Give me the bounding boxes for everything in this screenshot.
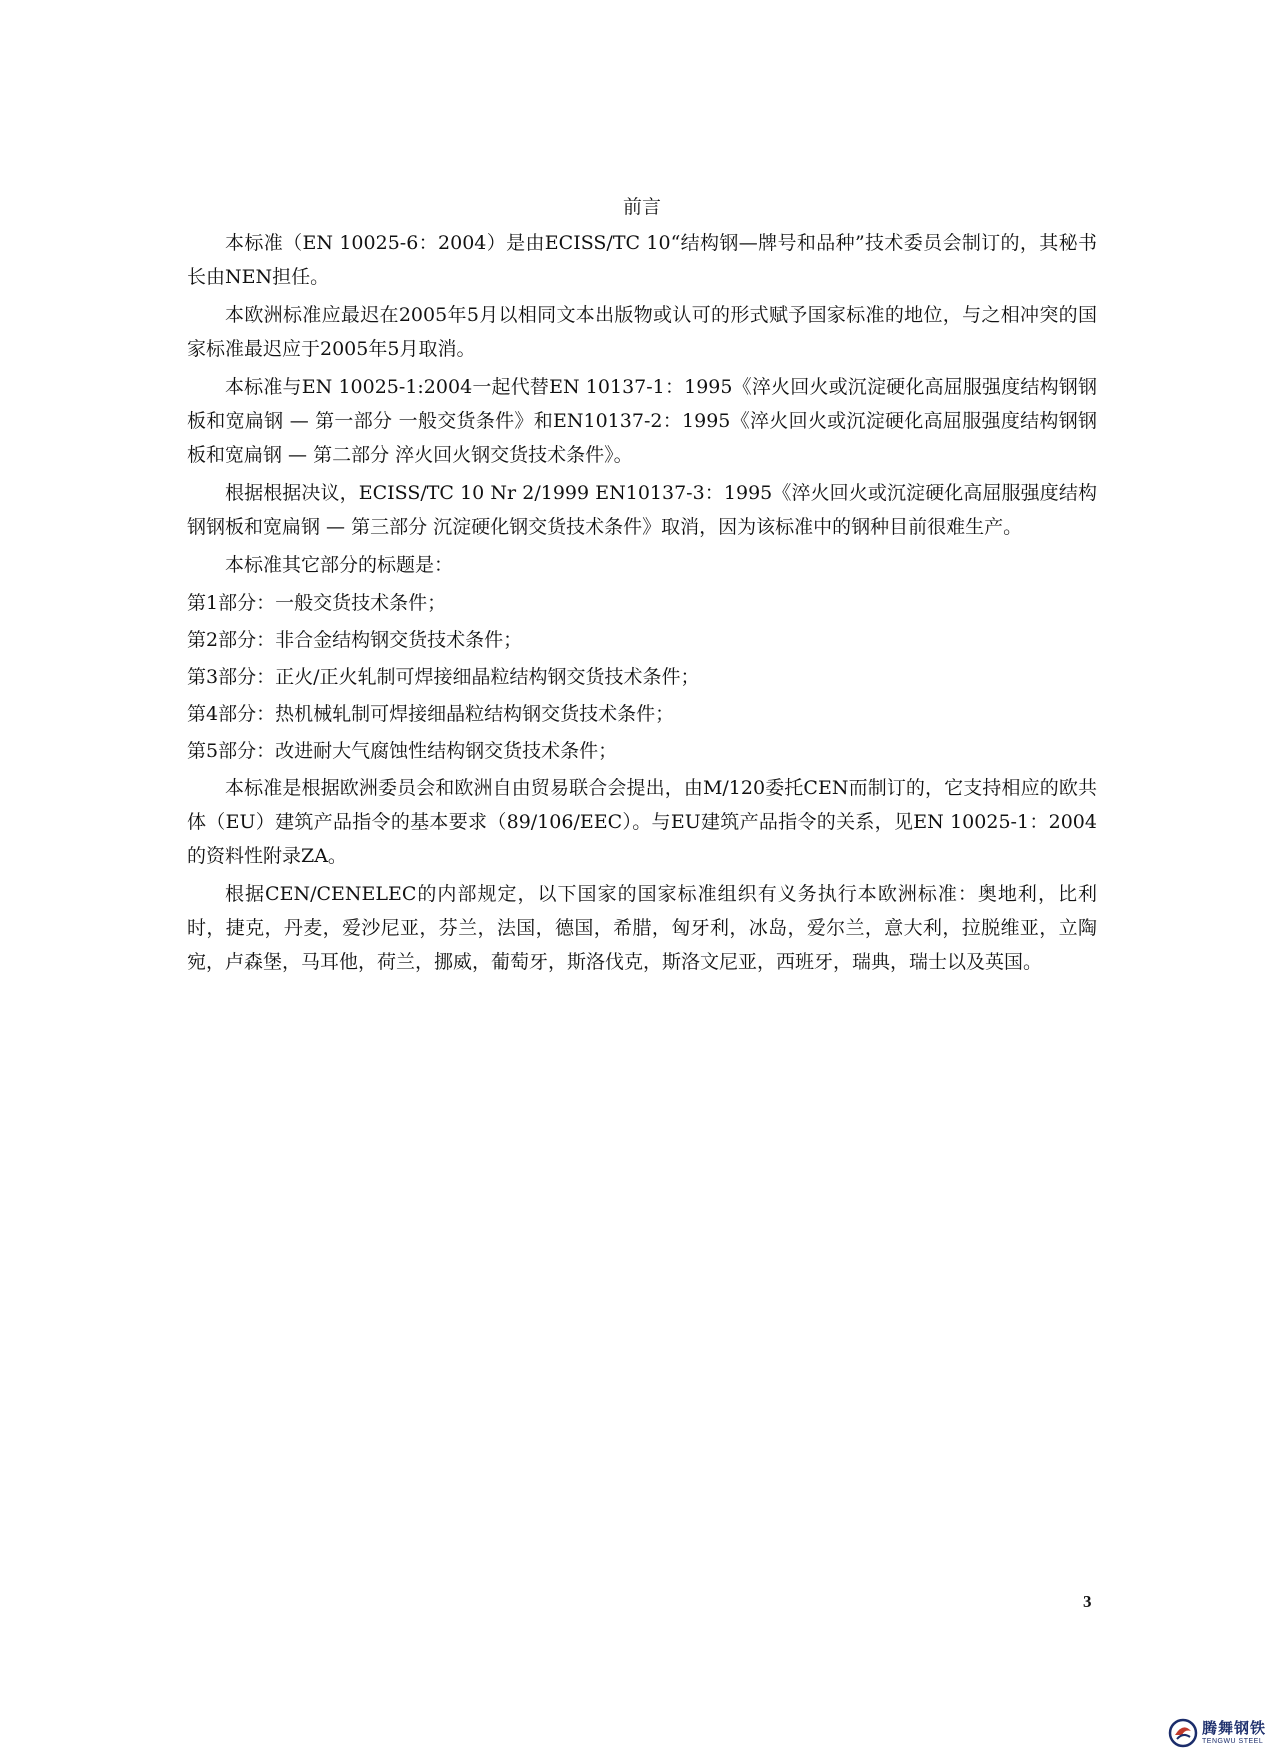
- document-body: [187, 190, 1097, 983]
- paragraph-2: 本欧洲标准应最迟在2005年5月以相同文本出版物或认可的形式赋予国家标准的地位，与之相冲突的国家标准最迟应于2005年5月取消。: [187, 304, 1097, 360]
- paragraph-mandate: 本标准是根据欧洲委员会和欧洲自由贸易联合会提出，由M/120委托CEN而制订的，它支持相应的欧共体（EU）建筑产品指令的基本要求（89/106/EEC）。与EU建筑产品指令的关系，见EN 10025-1：2004的资料性附录ZA。: [187, 777, 1097, 867]
- paragraph-5: 本标准其它部分的标题是：: [225, 554, 454, 576]
- logo-name-en: TENGWU STEEL: [1202, 1738, 1264, 1745]
- paragraph-3: 本标准与EN 10025-1:2004一起代替EN 10137-1：1995《淬火回火或沉淀硬化高屈服强度结构钢钢板和宽扁钢 — 第一部分 一般交货条件》和EN10137-2：1995《淬火回火或沉淀硬化高屈服强度结构钢钢板和宽扁钢 — 第二部分 淬火回火钢交货技术条件》。: [187, 376, 1097, 466]
- page-title: 前言: [622, 196, 661, 218]
- paragraph-countries: 根据CEN/CENELEC的内部规定，以下国家的国家标准组织有义务执行本欧洲标准：奥地利，比利时，捷克，丹麦，爱沙尼亚，芬兰，法国，德国，希腊，匈牙利，冰岛，爱尔兰，意大利，拉脱维亚，立陶宛，卢森堡，马耳他，荷兰，挪威，葡萄牙，斯洛伐克，斯洛文尼亚，西班牙，瑞典，瑞士以及英国。: [187, 883, 1097, 973]
- list-item: 第5部分：改进耐大气腐蚀性结构钢交货技术条件；: [187, 740, 618, 762]
- page-number: 3: [1083, 1592, 1092, 1611]
- list-item: 第1部分：一般交货技术条件；: [187, 592, 447, 614]
- tengwu-logo-icon: [1168, 1718, 1198, 1748]
- list-item: 第4部分：热机械轧制可焊接细晶粒结构钢交货技术条件；: [187, 703, 675, 725]
- parts-list: [187, 586, 1097, 768]
- paragraph-1: 本标准（EN 10025-6：2004）是由ECISS/TC 10“结构钢—牌号和品种”技术委员会制订的，其秘书长由NEN担任。: [187, 232, 1097, 288]
- list-item: 第3部分：正火/正火轧制可焊接细晶粒结构钢交货技术条件；: [187, 666, 700, 688]
- list-item: 第2部分：非合金结构钢交货技术条件；: [187, 629, 523, 651]
- logo-text: [1202, 1721, 1266, 1745]
- logo-name-cn: 腾舞钢铁: [1202, 1719, 1267, 1737]
- paragraph-4: 根据根据决议，ECISS/TC 10 Nr 2/1999 EN10137-3：1995《淬火回火或沉淀硬化高屈服强度结构钢钢板和宽扁钢 — 第三部分 沉淀硬化钢交货技术条件》取消，因为该标准中的钢种目前很难生产。: [187, 482, 1097, 538]
- company-logo: [1168, 1716, 1284, 1750]
